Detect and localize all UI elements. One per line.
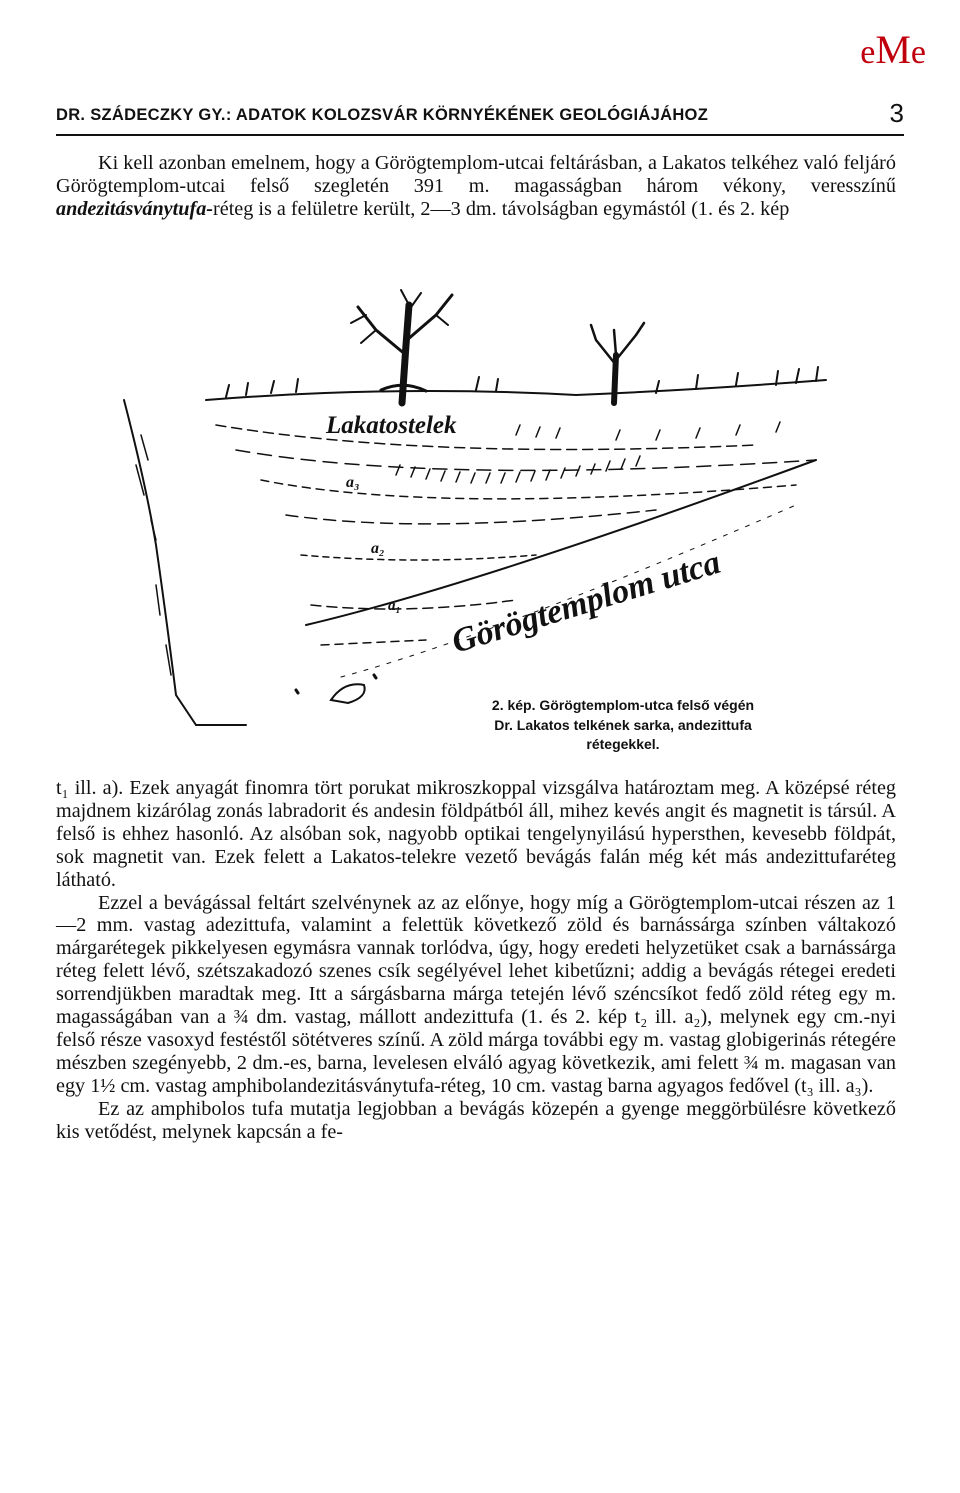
running-header <box>56 94 904 136</box>
sketch-drawing <box>96 285 846 750</box>
caption-line-1: 2. kép. Görögtemplom-utca felső végén <box>491 697 755 713</box>
term-andezitasvanytufa: andezitásványtufa- <box>56 197 214 220</box>
figure-label-a3: a₃ <box>346 474 360 491</box>
figure-caption <box>428 696 818 755</box>
paragraph-3: Ez az amphibolos tufa mutatja legjobban a bevágás közepén a gyenge meggörbülésre következő kis vetődést, melynek kapcsán a fe- <box>56 1097 896 1143</box>
body-text <box>56 777 896 1144</box>
paragraph-2: Ezzel a bevágással feltárt szelvénynek az az előnye, hogy míg a Görögtemplom-utcai részen az 1—2 mm. vastag adezittufa, valamint a felettük következő zöld és barnássárga színben váltakozó márgarétegek pikkelyesen egymásra vannak torlódva, úgy, hogy eredeti helyzetüket csak a barnássárga réteg felett lévő, szétszakadozó szenes csík segélyével lehet kibetűzni; addig a bevágás rétegei eredeti sorrendjükben maradtak meg. Itt a sárgásbarna márga tetején lévő széncsíkot fedő zöld réteg egy m. magasságában van a ¾ dm. vastag, mállott andezittufa (1. és 2. kép t₂ ill. a₂), melynek egy cm.-nyi felső része vasoxyd festéstől sötétveres színű. A zöld márga további egy m. vastag globigerinás rétegére mészben szegényebb, 2 dm.-es, barna, levelesen elváló agyag következik, ami felett ¾ m. magasan van egy 1½ cm. vastag amphibolandezitásványtufa-réteg, 10 cm. vastag barna agyagos fedővel (t₃ ill. a₃). <box>56 891 896 1097</box>
figure-label-street: Görögtemplom utca <box>447 543 725 661</box>
page-number: 3 <box>889 98 904 128</box>
paragraph-top: Ki kell azonban emelnem, hogy a Görögtemplom-utcai feltárásban, a Lakatos telkéhez való feljáró Görögtemplom-utcai felső szegletén 391 m. magasságban három vékony, veresszínű andezitásványtufa-réteg is a felületre került, 2—3 dm. távolságban egymástól (1. és 2. kép <box>56 152 896 220</box>
figure-label-a2: a₂ <box>371 540 385 557</box>
running-title: DR. SZÁDECZKY GY.: ADATOK KOLOZSVÁR KÖRNYÉKÉNEK GEOLÓGIÁJÁHOZ <box>56 106 709 124</box>
publisher-logo: eMe <box>860 27 926 72</box>
figure-sketch <box>96 285 846 750</box>
caption-line-2: Dr. Lakatos telkének sarka, andezittufa <box>494 716 752 733</box>
figure-label-lakatostelek: Lakatostelek <box>326 412 457 439</box>
figure-label-a1: a₁ <box>388 598 401 614</box>
caption-line-3: rétegekkel. <box>586 736 660 752</box>
paragraph-1: t₁ ill. a). Ezek anyagát finomra tört porukat mikroszkoppal vizsgálva határoztam meg. A középsé réteg majdnem kizárólag zonás labradorit és andesin földpátból áll, mihez kevés angit és magnetit is társúl. A felső is ehhez hasonló. Az alsóban sok, nagyobb optikai tengelynyilású hypersthen, kevesebb földpát, sok magnetit van. Ezek felett a Lakatos-telekre vezető bevágás falán még két más andezittufaréteg látható. <box>56 777 896 891</box>
